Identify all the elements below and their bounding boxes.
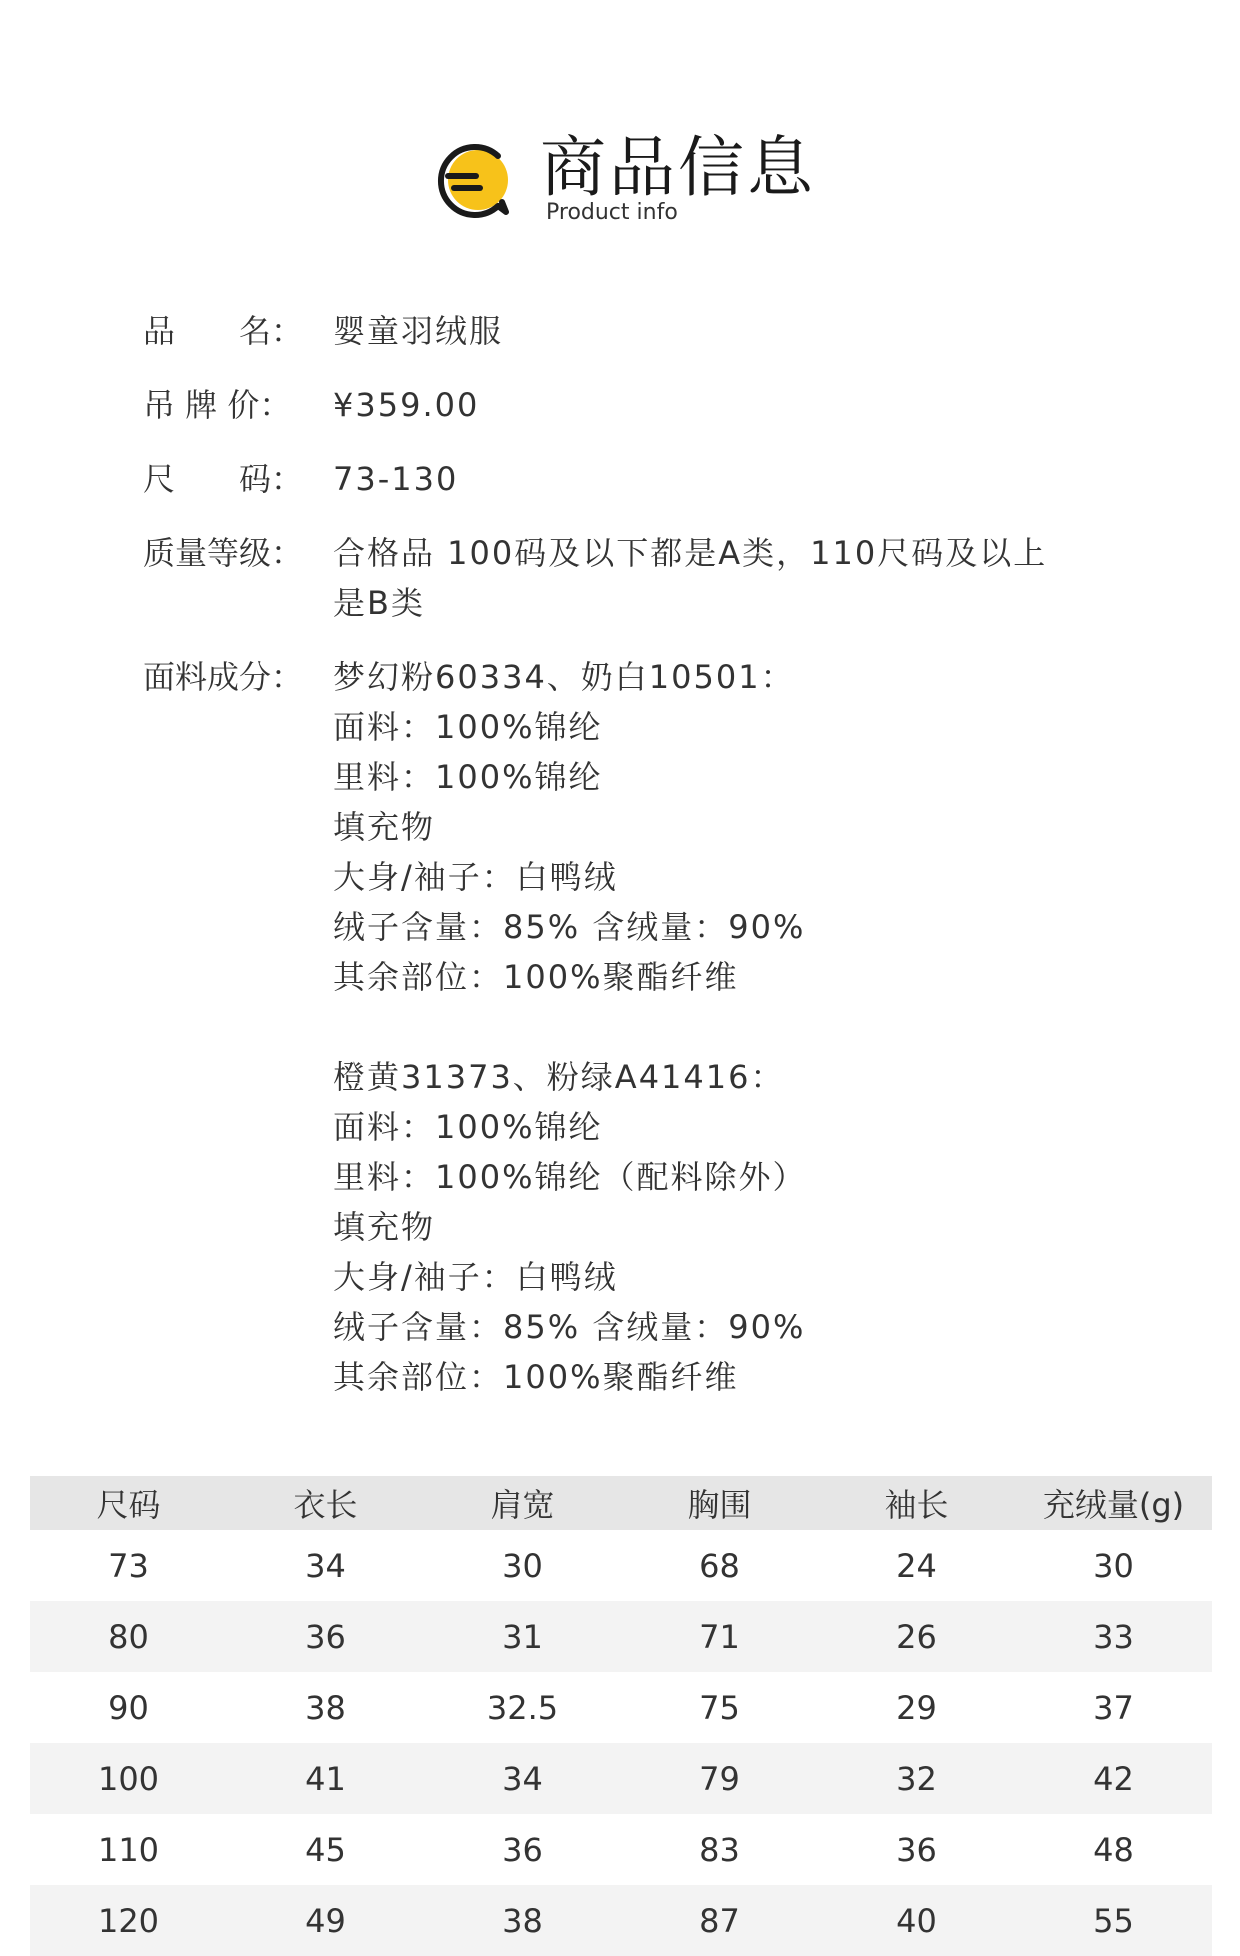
table-cell: 55	[1093, 1901, 1134, 1940]
info-row	[143, 528, 1103, 628]
info-value-line: 里料：100%锦纶	[333, 758, 603, 796]
info-value-line: 面料：100%锦纶	[333, 708, 603, 746]
info-row	[143, 652, 1103, 1402]
chat-bubble-icon	[432, 140, 516, 224]
info-value-line: 填充物	[333, 1208, 436, 1246]
info-label: 质量等级：	[143, 534, 304, 572]
info-value-line: 大身/袖子：白鸭绒	[333, 1258, 618, 1296]
info-value-line: 其余部位：100%聚酯纤维	[333, 1358, 739, 1396]
table-cell: 80	[108, 1617, 149, 1656]
info-value-line: 面料：100%锦纶	[333, 1108, 603, 1146]
table-cell: 42	[1093, 1759, 1134, 1798]
table-cell: 32.5	[486, 1688, 559, 1727]
table-cell: 30	[1093, 1546, 1134, 1585]
product-info-list	[143, 306, 1103, 1426]
table-cell: 45	[305, 1830, 346, 1869]
table-cell: 31	[502, 1617, 543, 1656]
info-value-line: 绒子含量：85% 含绒量：90%	[333, 1308, 806, 1346]
table-cell: 33	[1093, 1617, 1134, 1656]
info-value-line: 绒子含量：85% 含绒量：90%	[333, 908, 806, 946]
info-value-line: 大身/袖子：白鸭绒	[333, 858, 618, 896]
page-subtitle: Product info	[546, 200, 678, 225]
table-cell: 32	[896, 1759, 937, 1798]
table-cell: 68	[699, 1546, 740, 1585]
table-cell: 71	[699, 1617, 740, 1656]
table-cell: 34	[305, 1546, 346, 1585]
size-table-header-cell: 袖长	[884, 1486, 949, 1524]
info-row	[143, 454, 1103, 504]
info-value-line: 里料：100%锦纶（配料除外）	[333, 1158, 807, 1196]
info-value-spacer	[333, 1002, 1103, 1052]
info-value	[333, 306, 1103, 356]
size-table-header-row	[30, 1476, 1212, 1530]
info-label: 吊 牌 价：	[143, 386, 292, 424]
info-row	[143, 380, 1103, 430]
table-row	[30, 1814, 1212, 1885]
table-cell: 29	[896, 1688, 937, 1727]
info-label: 品 名：	[143, 312, 304, 350]
table-cell: 73	[108, 1546, 149, 1585]
table-cell: 36	[896, 1830, 937, 1869]
table-cell: 120	[97, 1901, 160, 1940]
table-cell: 36	[305, 1617, 346, 1656]
table-cell: 83	[699, 1830, 740, 1869]
info-row	[143, 306, 1103, 356]
table-cell: 40	[896, 1901, 937, 1940]
info-label: 面料成分：	[143, 658, 304, 696]
table-row	[30, 1743, 1212, 1814]
table-cell: 37	[1093, 1688, 1134, 1727]
size-table-header-cell: 充绒量(g)	[1042, 1486, 1185, 1524]
table-cell: 38	[502, 1901, 543, 1940]
page-header	[0, 120, 1240, 240]
size-table-header-cell: 衣长	[293, 1486, 358, 1524]
table-cell: 49	[305, 1901, 346, 1940]
table-cell: 36	[502, 1830, 543, 1869]
page-title: 商品信息	[540, 129, 816, 206]
table-cell: 26	[896, 1617, 937, 1656]
table-row	[30, 1530, 1212, 1601]
info-value-line: 其余部位：100%聚酯纤维	[333, 958, 739, 996]
table-cell: 75	[699, 1688, 740, 1727]
size-table-header-cell: 胸围	[687, 1486, 752, 1524]
table-cell: 34	[502, 1759, 543, 1798]
info-value-line: 婴童羽绒服	[333, 312, 504, 350]
table-row	[30, 1672, 1212, 1743]
table-row	[30, 1885, 1212, 1956]
table-cell: 24	[896, 1546, 937, 1585]
info-value	[333, 380, 1103, 430]
info-value-line: 梦幻粉60334、奶白10501：	[333, 658, 795, 696]
table-cell: 38	[305, 1688, 346, 1727]
info-label: 尺 码：	[143, 460, 304, 498]
table-cell: 90	[108, 1688, 149, 1727]
size-table-header-cell: 肩宽	[490, 1486, 555, 1524]
info-value	[333, 652, 1103, 1402]
table-cell: 100	[97, 1759, 160, 1798]
info-value	[333, 528, 1103, 628]
table-row	[30, 1601, 1212, 1672]
table-cell: 110	[97, 1830, 160, 1869]
info-value-line: 填充物	[333, 808, 436, 846]
size-table-header-cell: 尺码	[96, 1486, 161, 1524]
info-value-line: 橙黄31373、粉绿A41416：	[333, 1058, 785, 1096]
size-table-body	[30, 1530, 1212, 1956]
info-value-line: 是B类	[333, 584, 425, 622]
info-value-line: 合格品 100码及以下都是A类，110尺码及以上	[333, 534, 1048, 572]
table-cell: 87	[699, 1901, 740, 1940]
table-cell: 79	[699, 1759, 740, 1798]
table-cell: 48	[1093, 1830, 1134, 1869]
table-cell: 30	[502, 1546, 543, 1585]
info-value-line: 73-130	[333, 460, 459, 498]
info-value	[333, 454, 1103, 504]
info-value-line: ¥359.00	[333, 386, 480, 424]
size-table	[30, 1476, 1212, 1956]
table-cell: 41	[305, 1759, 346, 1798]
